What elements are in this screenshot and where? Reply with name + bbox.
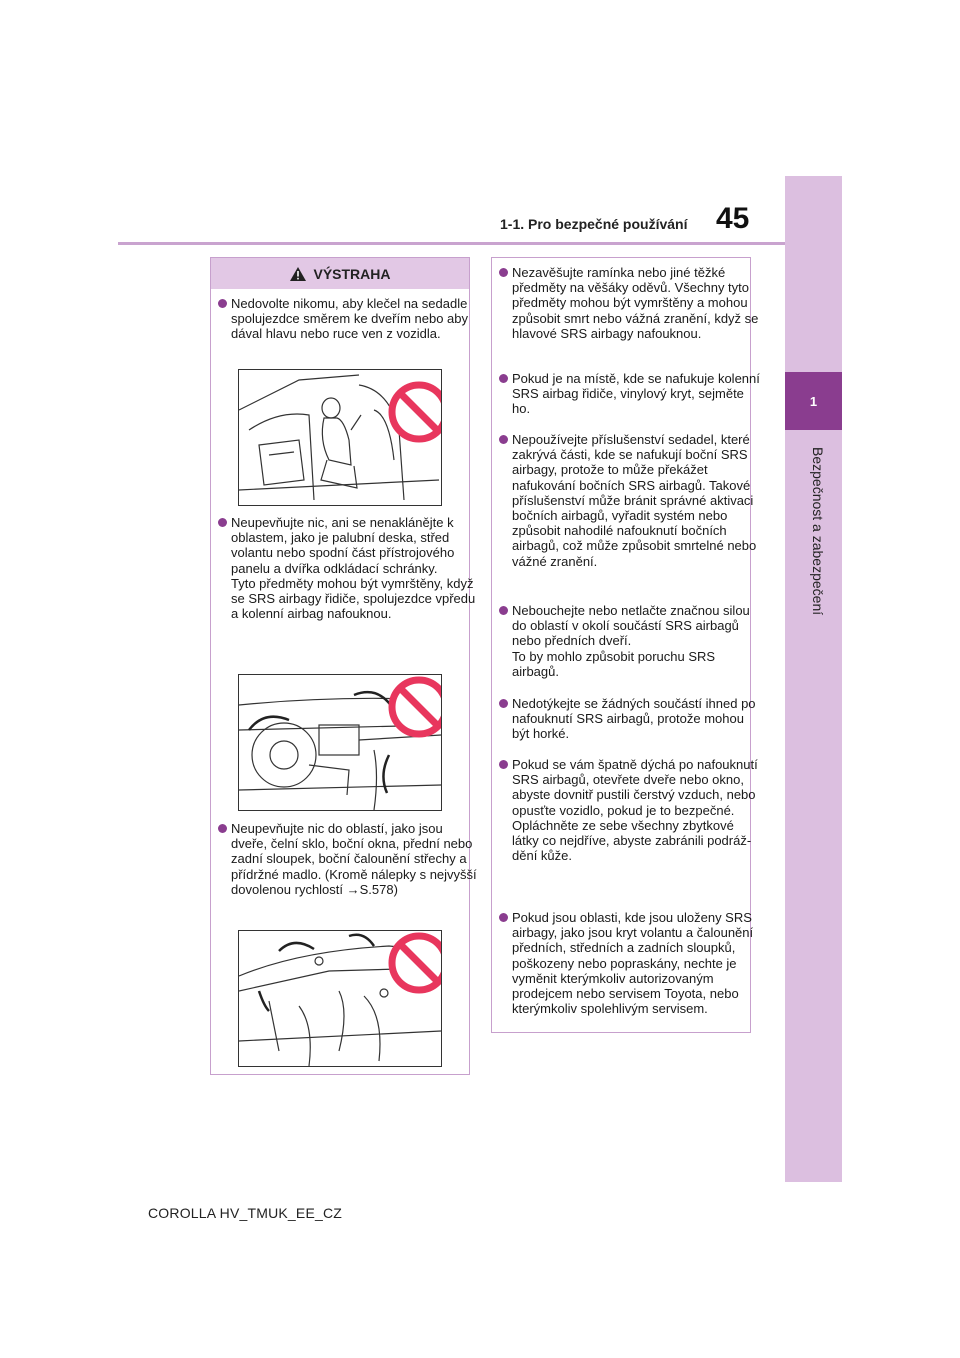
- warning-item-text: Pokud je na místě, kde se nafukuje kolenní SRS airbag řidiče, vinylový kryt, sejměte ho.: [512, 371, 760, 417]
- warning-item: [495, 371, 762, 417]
- kneeling-passenger-drawing: [239, 370, 441, 505]
- pillars-drawing: [239, 931, 441, 1066]
- warning-item-text: Pokud jsou oblasti, kde jsou uloženy SRS airbagy, jako jsou kryt volantu a čalounění předních, středních a zadních sloupků, poškozeny nebo popraskány, nechte je vyměnit kterýmkoliv autorizovaným prodejcem nebo servisem Toyota, nebo kterýmkoliv spolehlivým servisem.: [512, 910, 754, 1017]
- warning-item: [214, 515, 481, 621]
- warning-item-note: Tyto předměty mohou být vymrštěny, když se SRS airbagy řidiče, spolujezdce vpředu a kolenní airbag nafouknou.: [231, 575, 476, 622]
- warning-item: [495, 265, 762, 341]
- illustration-pillars-windows: [238, 930, 442, 1067]
- dashboard-drawing: [239, 675, 441, 810]
- illustration-kneeling-passenger: [238, 369, 442, 506]
- warning-item-text: Neupevňujte nic, ani se nenaklánějte k oblastem, jako je palubní deska, střed volantu nebo spodní část přístrojového panelu a dvířka odkládací schránky.: [231, 515, 455, 576]
- prohibited-sign-icon: [392, 385, 441, 439]
- warning-box-right: [491, 257, 760, 1033]
- chapter-number: 1: [785, 372, 842, 430]
- warning-item: [214, 296, 481, 342]
- warning-heading-label: VÝSTRAHA: [313, 265, 391, 282]
- section-title: 1-1. Pro bezpečné používání: [500, 216, 688, 232]
- document-code: COROLLA HV_TMUK_EE_CZ: [148, 1205, 343, 1221]
- warning-item: [495, 603, 762, 679]
- warning-item: [214, 821, 481, 897]
- warning-item-text: Neupevňujte nic do oblastí, jako jsou dveře, čelní sklo, boční okna, přední nebo zadní sloupek, boční čalounění střechy a přídržné madlo. (Kromě nálepky s nejvyšší dovolenou rychlostí →S.578): [231, 821, 477, 897]
- warning-item-text: Nebouchejte nebo netlačte značnou silou do oblastí v okolí součástí SRS airbagů nebo předních dveří.: [512, 603, 750, 649]
- warning-item: [495, 910, 762, 1016]
- warning-item: [495, 757, 762, 863]
- prohibited-sign-icon: [392, 936, 441, 990]
- prohibited-sign-icon: [392, 680, 441, 734]
- warning-triangle-icon: [289, 266, 307, 282]
- warning-item-text: Nepoužívejte příslušenství sedadel, které zakrývá části, kde se nafukují boční SRS airbagy, protože to může překážet nafukování bočních SRS airbagů. Takové příslušenství může bránit správné aktivaci bočních airbagů, vyřadit systém nebo způsobit nahodilé nafouknutí bočních airbagů, což může způsobit smrtelné nebo vážné zranění.: [512, 432, 757, 569]
- warning-item-text: Nedovolte nikomu, aby klečel na sedadle spolujezdce směrem ke dveřím nebo aby dával hlavu nebo ruce ven z vozidla.: [231, 296, 469, 342]
- chapter-title: Bezpečnost a zabezpečení: [810, 447, 826, 616]
- warning-item-text: Pokud se vám špatně dýchá po nafouknutí SRS airbagů, otevřete dveře nebo okno, abyste dovnitř pustili čerstvý vzduch, nebo opusťte vozidlo, pokud je to bezpečné. Opláchněte ze sebe všechny zbytkové látky co nejdříve, abyste zabránili podráždění kůže.: [512, 757, 758, 864]
- warning-box-left: [210, 257, 477, 1075]
- header-rule: [118, 242, 785, 245]
- page-number: 45: [716, 202, 750, 235]
- warning-item-note: To by mohlo způsobit poruchu SRS airbagů.: [512, 648, 716, 679]
- illustration-dashboard-airbags: [238, 674, 442, 811]
- warning-item: [495, 432, 762, 569]
- warning-heading: [211, 258, 469, 289]
- warning-item-text: Nedotýkejte se žádných součástí ihned po nafouknutí SRS airbagů, protože mohou být horké.: [512, 696, 756, 742]
- warning-item-text: Nezavěšujte ramínka nebo jiné těžké předměty na věšáky oděvů. Všechny tyto předměty mohou být vymrštěny a mohou způsobit smrt nebo vážná zranění, když se hlavové SRS airbagy nafouknou.: [512, 265, 759, 341]
- warning-item: [495, 696, 762, 742]
